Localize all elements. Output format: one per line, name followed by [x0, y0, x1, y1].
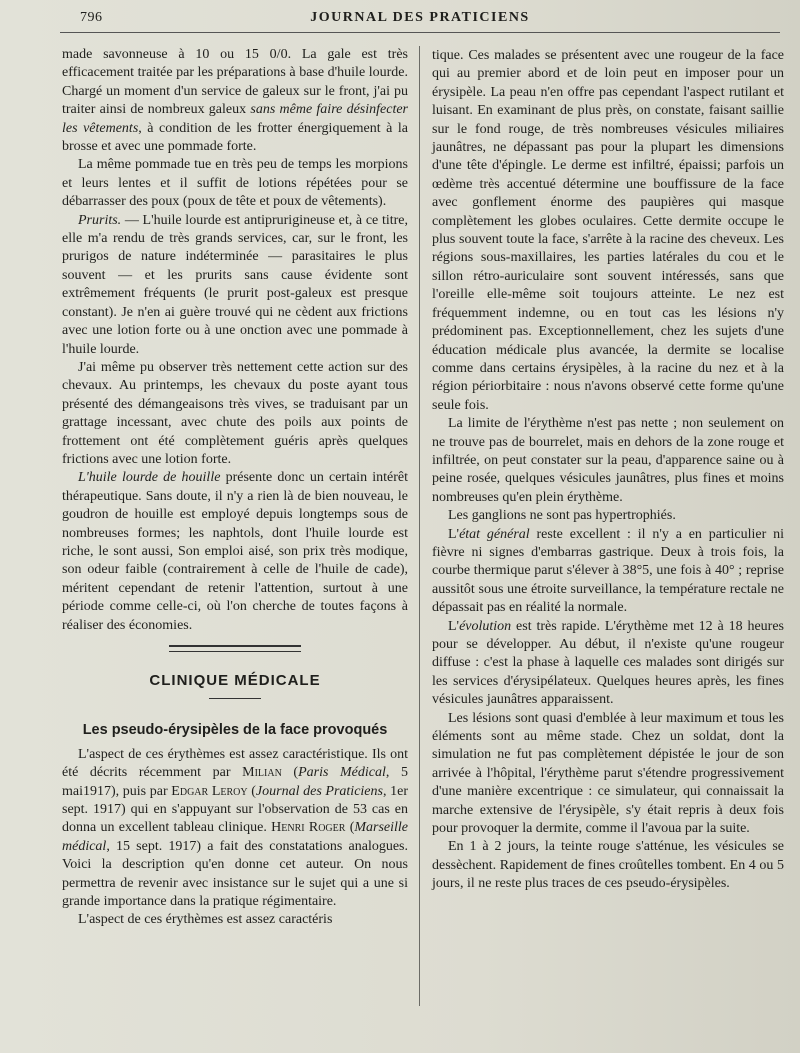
paragraph: La limite de l'érythème n'est pas nette ; non seulement on ne trouve pas de bourrelet, mais en dehors de la zone rouge et infiltrée, on peut constater sur la peau, d'apparence saine ou à peine rosée, quelques vésicules jaunâtres, plus fines et moins nombreuses qu'en plein érythème. — [432, 416, 784, 505]
left-column — [62, 46, 408, 930]
paragraph — [62, 46, 408, 156]
emphasis: évolution — [459, 618, 512, 634]
author-name: Henri Roger — [271, 820, 346, 836]
paragraph: Les ganglions ne sont pas hypertrophiés. — [448, 508, 676, 524]
page-header — [60, 8, 780, 33]
paragraph: En 1 à 2 jours, la teinte rouge s'atténue, les vésicules se dessèchent. Rapidement de fines croûtelles tombent. En 4 ou 5 jours, il ne reste plus traces de ces pseudo-érysipèles. — [432, 839, 784, 892]
paragraph — [432, 526, 784, 618]
paragraph: L'aspect de ces érythèmes est assez caractéris — [78, 912, 333, 928]
paragraph: La même pommade tue en très peu de temps les morpions et leurs lentes et il suffit de lotions répétées pour se débarrasser des poux (poux de tête et poux de vêtements). — [62, 157, 408, 210]
emphasis: état général — [459, 526, 530, 542]
citation: Marseille médical — [62, 820, 409, 854]
text: made savonneuse à 10 ou 15 0/0. La gale est très efficacement traitée par les préparations à base d'huile lourde. Chargé un moment d'un service de galeux sur le front, j'ai pu traiter ainsi de nombreux galeux — [62, 47, 408, 118]
text: reste excellent : il n'y a en particulier ni fièvre ni signes d'embarras gastrique. Deux à trois fois, la courbe thermique parut s'élever à 38°5, une fois à 40° ; reprise aussitôt sous une étroite surveillance, la température rectale ne dépassait pas en réalité la normale. — [432, 526, 784, 616]
author-name: Milian — [242, 765, 282, 781]
text: L' — [448, 526, 460, 542]
text: est très rapide. L'érythème met 12 à 18 heures pour se développer. Au début, il n'existe qu'une rougeur diffuse : c'est la phase à laquelle ces malades sont dirigés sur les services d'érysipélateux. Quelques heures après, les fines vésicules jaunâtres apparaissent. — [432, 618, 784, 708]
text: — L'huile lourde est antiprurigineuse et, à ce titre, elle m'a rendu de très grands services, car, sur le front, les prurigos de nature indéterminée — parasitaires le plus souvent — et les prurits sans cause évidente sont extrêmement fréquents (le prurit post-galeux est presque constant). Je n'en ai guère trouvé qui ne cèdent aux frictions avec une lotion forte ou à une onction avec une pommade à l'huile lourde. — [62, 212, 408, 357]
column-divider — [419, 46, 420, 1006]
text: présente donc un certain intérêt thérapeutique. Sans doute, il n'y a rien là de bien nouveau, le goudron de houille est employé depuis longtemps sous de nombreuses formes; les naphtols, dont l'huile lourde est riche, le sont aussi, Son emploi aisé, son prix très modique, son odeur faible (contrairement à celle de l'huile de cade), méritent cependant de retenir l'attention, surtout à une période comme celle-ci, où l'on cherche de toutes façons à réaliser des économies. — [62, 470, 409, 633]
paragraph: Les lésions sont quasi d'emblée à leur maximum et tous les éléments sont au même stade. Chez un soldat, dont la simulation ne fut pas complètement dépistée le jour de son arrivée à l'hôpital, l'érythème parut s'étendre progressivement d'une manière excentrique : ce simulateur, qui connaissait la marche extensive de l'érysipèle, s'y était repris à deux fois pour provoquer la dermite, comme il l'avoua par la suite. — [432, 710, 784, 837]
paragraph: J'ai même pu observer très nettement cette action sur des chevaux. Au printemps, les chevaux du poste ayant tous présenté des démangeaisons très vives, se traduisant par un grattage incessant, avec chute des poils aux points de frottement ont été complètement guéris après quelques frictions avec une lotion forte. — [62, 359, 408, 467]
paragraph — [62, 469, 408, 635]
journal-title: JOURNAL DES PRATICIENS — [310, 10, 530, 25]
page-number: 796 — [80, 10, 103, 25]
paragraph: L'aspect de ces érythèmes est assez caractéristique. Ils ont été décrits récemment par Milian (Paris Médical, 5 mai1917), puis par Edgar Leroy (Journal des Praticiens, 1er sept. 1917) qui en s'appuyant sur l'observation de 53 cas en donna un excellent tableau clinique. Henri Roger (Marseille médical, 15 sept. 1917) a fait des constatations analogues. Voici la description qu'en donne cet auteur. On nous permettra de revenir avec insistance sur le sujet qui a une si grande importance dans la pratique régimentaire. — [62, 746, 409, 910]
paragraph — [62, 212, 408, 359]
section-heading: CLINIQUE MÉDICALE — [149, 672, 321, 689]
text: , à condition de les frotter énergiquement à la brosse et avec une pommade forte. — [62, 120, 408, 155]
emphasis: sans même faire désinfecter les vêtements — [62, 102, 409, 136]
citation: Journal des Praticiens — [255, 783, 383, 799]
text: , 1er sept. 1917) qui en s'appuyant sur l'observation de 53 cas en donna un excellent tableau clinique. — [62, 783, 408, 836]
text: L' — [448, 618, 460, 634]
section-divider — [169, 645, 301, 652]
author-name: Edgar Leroy — [171, 783, 248, 799]
text: L'aspect de ces érythèmes est assez caractéristique. Ils ont été décrits récemment par — [62, 746, 408, 781]
emphasis: Prurits. — [78, 212, 122, 228]
paragraph — [432, 618, 784, 710]
right-column — [432, 47, 784, 894]
text: , 5 mai1917), puis par — [62, 765, 408, 799]
paragraph: tique. Ces malades se présentent avec une rougeur de la face qui au premier abord et de loin peut en imposer pour un érysipèle. La peau n'en offre pas cependant l'aspect rutilant et luisant. En examinant de plus près, on constate, faisant saillie sur le fond rouge, de très nombreuses vésicules miliaires jaunâtres, ne dépassant pas pour la plupart les dimensions d'une tête d'épingle. Le derme est infiltré, épaissi; parfois un œdème très accentué détermine une bouffissure de la face avec gonflement énorme des paupières qui masque complètement les globes oculaires. Cette dermite occupe le plus souvent toute la face, s'arrête à la racine des cheveux. Les régions sous-maxillaires, les parties latérales du cou et le sillon rétro-auriculaire sont souvent intéressés, sans que l'oreille elle-même soit toujours atteinte. Le nez est fréquemment indemne, ou en tout cas les lésions n'y prédominent pas. Exceptionnellement, chez les sujets d'une éducation médicale plus avancée, la dermite se localise comme dans certains érysipèles, à la racine du nez et à la région périorbitaire : nous n'avons observé cette forme qu'une seule fois. — [432, 48, 784, 413]
emphasis: L'huile lourde de houille — [78, 470, 221, 486]
article-title: Les pseudo-érysipèles de la face provoqués — [82, 722, 388, 739]
text: , 15 sept. 1917) a fait des constatations analogues. Voici la description qu'en donne cet auteur. On nous permettra de revenir avec insistance sur le sujet qui a une si grande importance dans la pratique régimentaire. — [62, 838, 408, 910]
section-underline — [209, 698, 261, 699]
citation: Paris Médical — [298, 765, 386, 781]
